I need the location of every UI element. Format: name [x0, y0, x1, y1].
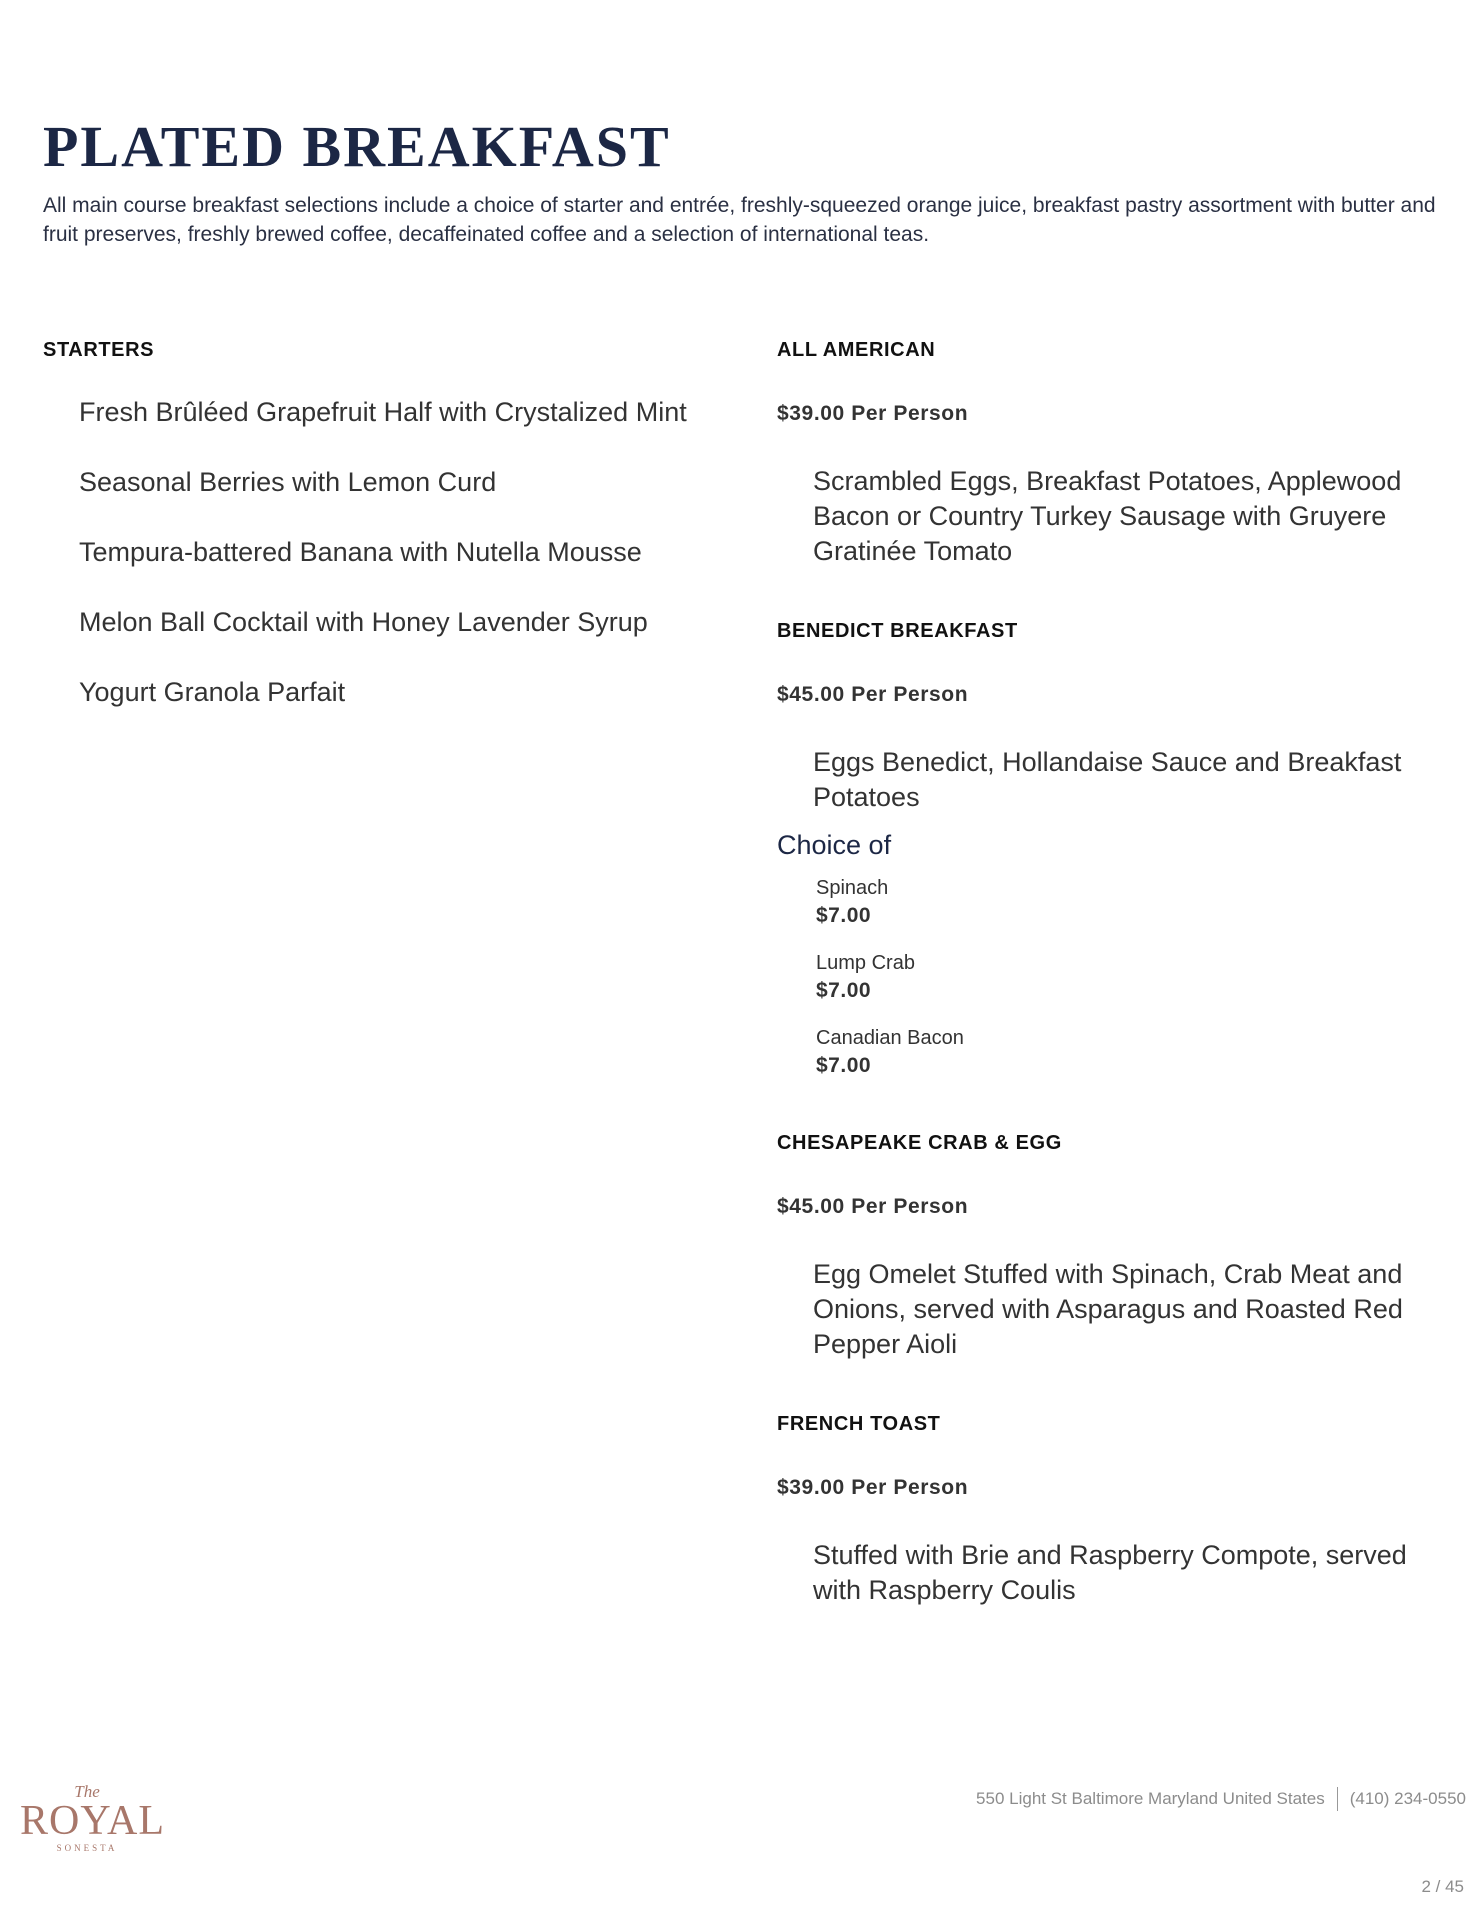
entree-price: $45.00 Per Person	[777, 1195, 969, 1218]
entree-price: $39.00 Per Person	[777, 1476, 969, 1499]
choice-name: Canadian Bacon	[816, 1027, 964, 1049]
entree-heading: ALL AMERICAN	[777, 339, 936, 361]
choice-price: $7.00	[816, 979, 872, 1002]
starter-item: Melon Ball Cocktail with Honey Lavender Syrup	[79, 607, 648, 637]
entree-description: Stuffed with Brie and Raspberry Compote, served with Raspberry Coulis	[813, 1540, 1407, 1605]
entrees-column	[777, 334, 1437, 1654]
logo-the-text: The	[74, 1782, 100, 1801]
entree-all-american	[777, 334, 1437, 569]
entree-heading: CHESAPEAKE CRAB & EGG	[777, 1132, 1062, 1154]
choice-item	[816, 950, 1437, 1006]
entree-price: $45.00 Per Person	[777, 683, 969, 706]
royal-sonesta-logo	[20, 1782, 166, 1860]
starter-item: Seasonal Berries with Lemon Curd	[79, 467, 497, 497]
starters-heading: STARTERS	[43, 339, 155, 361]
page-title: PLATED BREAKFAST	[43, 114, 671, 179]
choice-item	[816, 875, 1437, 931]
page-number: 2 / 45	[1421, 1877, 1464, 1896]
logo-sonesta-text: SONESTA	[56, 1843, 118, 1853]
choice-name: Spinach	[816, 877, 889, 899]
choice-price: $7.00	[816, 1054, 872, 1077]
footer-contact	[976, 1787, 1466, 1811]
logo-royal-text: ROYAL	[20, 1798, 166, 1844]
footer-phone: (410) 234-0550	[1349, 1789, 1466, 1808]
starters-list	[43, 398, 723, 707]
starters-column	[43, 334, 723, 748]
entree-description: Scrambled Eggs, Breakfast Potatoes, Applewood Bacon or Country Turkey Sausage with Gruyere Gratinée Tomato	[813, 466, 1402, 566]
entree-benedict-breakfast	[777, 615, 1437, 1081]
choice-item	[816, 1025, 1437, 1081]
footer-divider	[1337, 1787, 1338, 1811]
choice-name: Lump Crab	[816, 952, 915, 974]
entree-heading: BENEDICT BREAKFAST	[777, 620, 1018, 642]
entree-chesapeake-crab-egg	[777, 1127, 1437, 1362]
choice-list	[777, 875, 1437, 1081]
entree-description: Eggs Benedict, Hollandaise Sauce and Breakfast Potatoes	[813, 747, 1402, 812]
choice-heading: Choice of	[777, 830, 892, 860]
choice-price: $7.00	[816, 904, 872, 927]
footer-address: 550 Light St Baltimore Maryland United States	[976, 1789, 1325, 1808]
starter-item: Fresh Brûléed Grapefruit Half with Crystalized Mint	[79, 397, 687, 427]
starter-item: Tempura-battered Banana with Nutella Mousse	[79, 537, 642, 567]
entree-price: $39.00 Per Person	[777, 402, 969, 425]
entree-french-toast	[777, 1408, 1437, 1608]
entree-description: Egg Omelet Stuffed with Spinach, Crab Meat and Onions, served with Asparagus and Roasted Red Pepper Aioli	[813, 1259, 1403, 1359]
intro-text: All main course breakfast selections include a choice of starter and entrée, freshly-squeezed orange juice, breakfast pastry assortment with butter and fruit preserves, freshly brewed coffee, decaffeinated coffee and a selection of international teas.	[43, 194, 1436, 246]
starter-item: Yogurt Granola Parfait	[79, 677, 346, 707]
entree-heading: FRENCH TOAST	[777, 1413, 941, 1435]
